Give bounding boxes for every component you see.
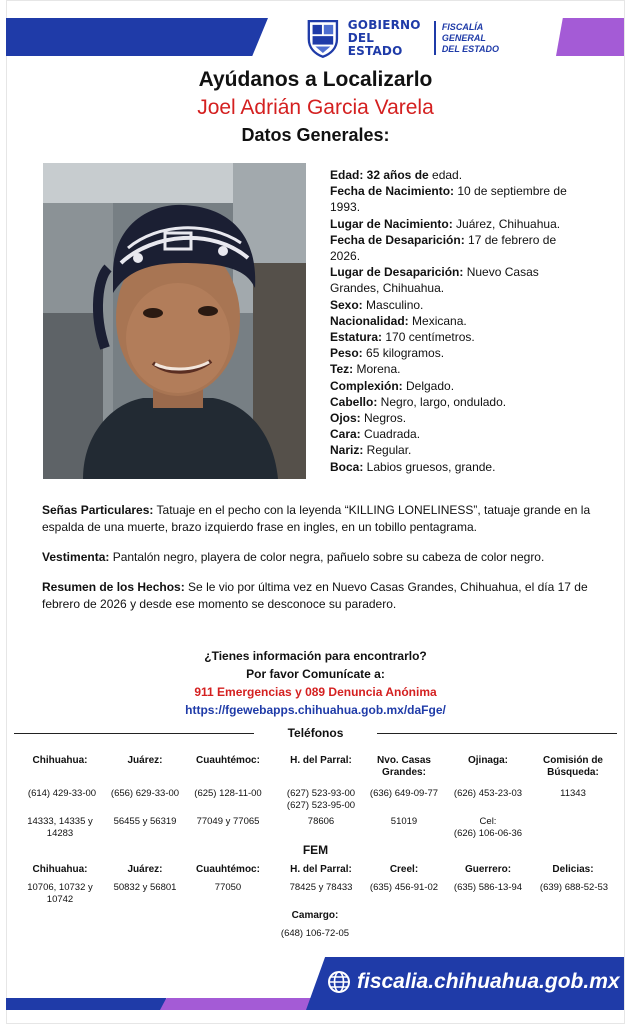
data-value: Cuadrada.	[360, 427, 421, 442]
tel-header: Nvo. Casas Grandes:	[377, 755, 431, 778]
tel-header: Comisión de Búsqueda:	[542, 755, 603, 778]
data-label: Tez:	[330, 362, 354, 377]
tel-header: H. del Parral:	[290, 755, 352, 766]
camargo-label: Camargo:	[291, 910, 339, 921]
senas-label: Señas Particulares:	[42, 503, 154, 517]
data-value: Delgado.	[402, 378, 455, 393]
globe-icon	[327, 970, 351, 994]
data-label: Cabello:	[330, 394, 378, 409]
gov-line-2: DEL ESTADO	[347, 30, 403, 58]
data-label: Fecha de Desaparición:	[330, 232, 465, 247]
data-label: Complexión:	[330, 378, 403, 393]
fem-value: 50832 y 56801	[113, 882, 177, 893]
fem-value: (635) 456-91-02	[369, 882, 439, 893]
data-value: Morena.	[353, 362, 401, 377]
data-value: Nuevo Casas Grandes, Chihuahua.	[330, 265, 539, 296]
data-label: Boca:	[330, 459, 364, 474]
footer-url: fiscalia.chihuahua.gob.mx	[357, 970, 620, 993]
tel-header: Ojinaga:	[467, 755, 508, 766]
data-value: Regular.	[363, 443, 412, 458]
data-value: 170 centímetros.	[382, 330, 475, 345]
contact-question: ¿Tienes información para encontrarlo?	[204, 649, 427, 663]
fem-value: (639) 688-52-53	[539, 882, 609, 893]
data-value: 10 de septiembre de 1993.	[330, 184, 567, 215]
contact-please: Por favor Comunícate a:	[246, 667, 385, 681]
fem-value: 77050	[214, 882, 242, 893]
data-label: Nacionalidad:	[330, 313, 409, 328]
tel-value: (627) 523-93-00 (627) 523-95-00	[286, 788, 356, 811]
data-value: Negros.	[360, 411, 407, 426]
tel-value: (656) 629-33-00	[110, 788, 180, 799]
data-value: edad.	[428, 168, 463, 182]
resumen-value: Se le vio por última vez en Nuevo Casas Grandes, Chihuahua, el día 17 de febrero de 2026 y desde ese momento se desconoce su paradero.	[42, 580, 588, 611]
data-value: Negro, largo, ondulado.	[377, 394, 507, 409]
data-value: 17 de febrero de 2026.	[330, 232, 557, 264]
vestimenta-value: Pantalón negro, playera de color negra, pañuelo sobre su cabeza de color negro.	[109, 550, 545, 564]
tel-value: (636) 649-09-77	[369, 788, 439, 799]
tel-value: 51019	[390, 816, 418, 827]
fem-header: Juárez:	[127, 864, 163, 875]
fem-header: Guerrero:	[464, 864, 512, 875]
tel-value: 14333, 14335 y 14283	[27, 816, 93, 839]
fem-header: Delicias:	[552, 864, 594, 875]
missing-person-name: Joel Adrián Garcia Varela	[197, 96, 434, 119]
data-label: Edad: 32 años de	[330, 168, 429, 182]
data-label: Lugar de Desaparición:	[330, 265, 464, 280]
data-label: Fecha de Nacimiento:	[330, 184, 455, 199]
data-label: Nariz:	[330, 443, 364, 458]
camargo-value: (648) 106-72-05	[280, 928, 350, 939]
footer-purple-strip	[160, 998, 320, 1010]
data-value: Juárez, Chihuahua.	[452, 216, 561, 231]
tel-value: 11343	[560, 788, 586, 799]
tel-value: 77049 y 77065	[196, 816, 260, 827]
footer-website[interactable]	[327, 970, 620, 994]
fem-value: 10706, 10732 y 10742	[27, 882, 93, 905]
emergency-numbers: 911 Emergencias y 089 Denuncia Anónima	[194, 685, 437, 699]
footer-blue-strip	[6, 998, 166, 1010]
tel-value: (626) 453-23-03	[453, 788, 523, 799]
telefonos-label: Teléfonos	[287, 726, 344, 740]
poster-title: Ayúdanos a Localizarlo	[198, 68, 433, 91]
data-label: Peso:	[330, 346, 363, 361]
data-label: Lugar de Nacimiento:	[330, 216, 453, 231]
data-value: Masculino.	[362, 297, 424, 312]
fge-line-1: FISCALÍA GENERAL	[441, 21, 486, 43]
tel-value: (614) 429-33-00	[27, 788, 97, 799]
fem-header: Cuauhtémoc:	[196, 864, 260, 875]
tel-header: Chihuahua:	[32, 755, 88, 766]
data-label: Cara:	[330, 427, 361, 442]
fem-label: FEM	[302, 843, 329, 857]
fem-value: (635) 586-13-94	[453, 882, 523, 893]
tel-value: 56455 y 56319	[113, 816, 177, 827]
data-value: Mexicana.	[408, 313, 467, 328]
tel-value: 78606	[307, 816, 335, 827]
senas-value: Tatuaje en el pecho con la leyenda “KILLING LONELINESS”, tatuaje grande en la espalda de una muerte, brazo izquierdo frase en ingles, en un tobillo pentagrama.	[42, 503, 591, 534]
section-title: Datos Generales:	[241, 125, 390, 145]
data-label: Sexo:	[330, 297, 363, 312]
tel-value: Cel: (626) 106-06-36	[453, 816, 523, 839]
fem-value: 78425 y 78433	[289, 882, 353, 893]
gov-line-1: GOBIERNO	[347, 17, 421, 32]
fem-header: Chihuahua:	[32, 864, 88, 875]
vestimenta-label: Vestimenta:	[42, 550, 110, 564]
fem-header: Creel:	[389, 864, 419, 875]
fge-line-2: DEL ESTADO	[441, 43, 499, 54]
data-value: Labios gruesos, grande.	[363, 459, 496, 474]
data-label: Ojos:	[330, 411, 361, 426]
tel-value: (625) 128-11-00	[194, 788, 262, 799]
data-label: Estatura:	[330, 330, 383, 345]
tel-header: Juárez:	[127, 755, 163, 766]
fem-header: H. del Parral:	[290, 864, 352, 875]
tel-header: Cuauhtémoc:	[196, 755, 260, 766]
report-link[interactable]: https://fgewebapps.chihuahua.gob.mx/daFge/	[185, 703, 446, 717]
resumen-label: Resumen de los Hechos:	[42, 580, 185, 594]
data-value: 65 kilogramos.	[362, 346, 445, 361]
